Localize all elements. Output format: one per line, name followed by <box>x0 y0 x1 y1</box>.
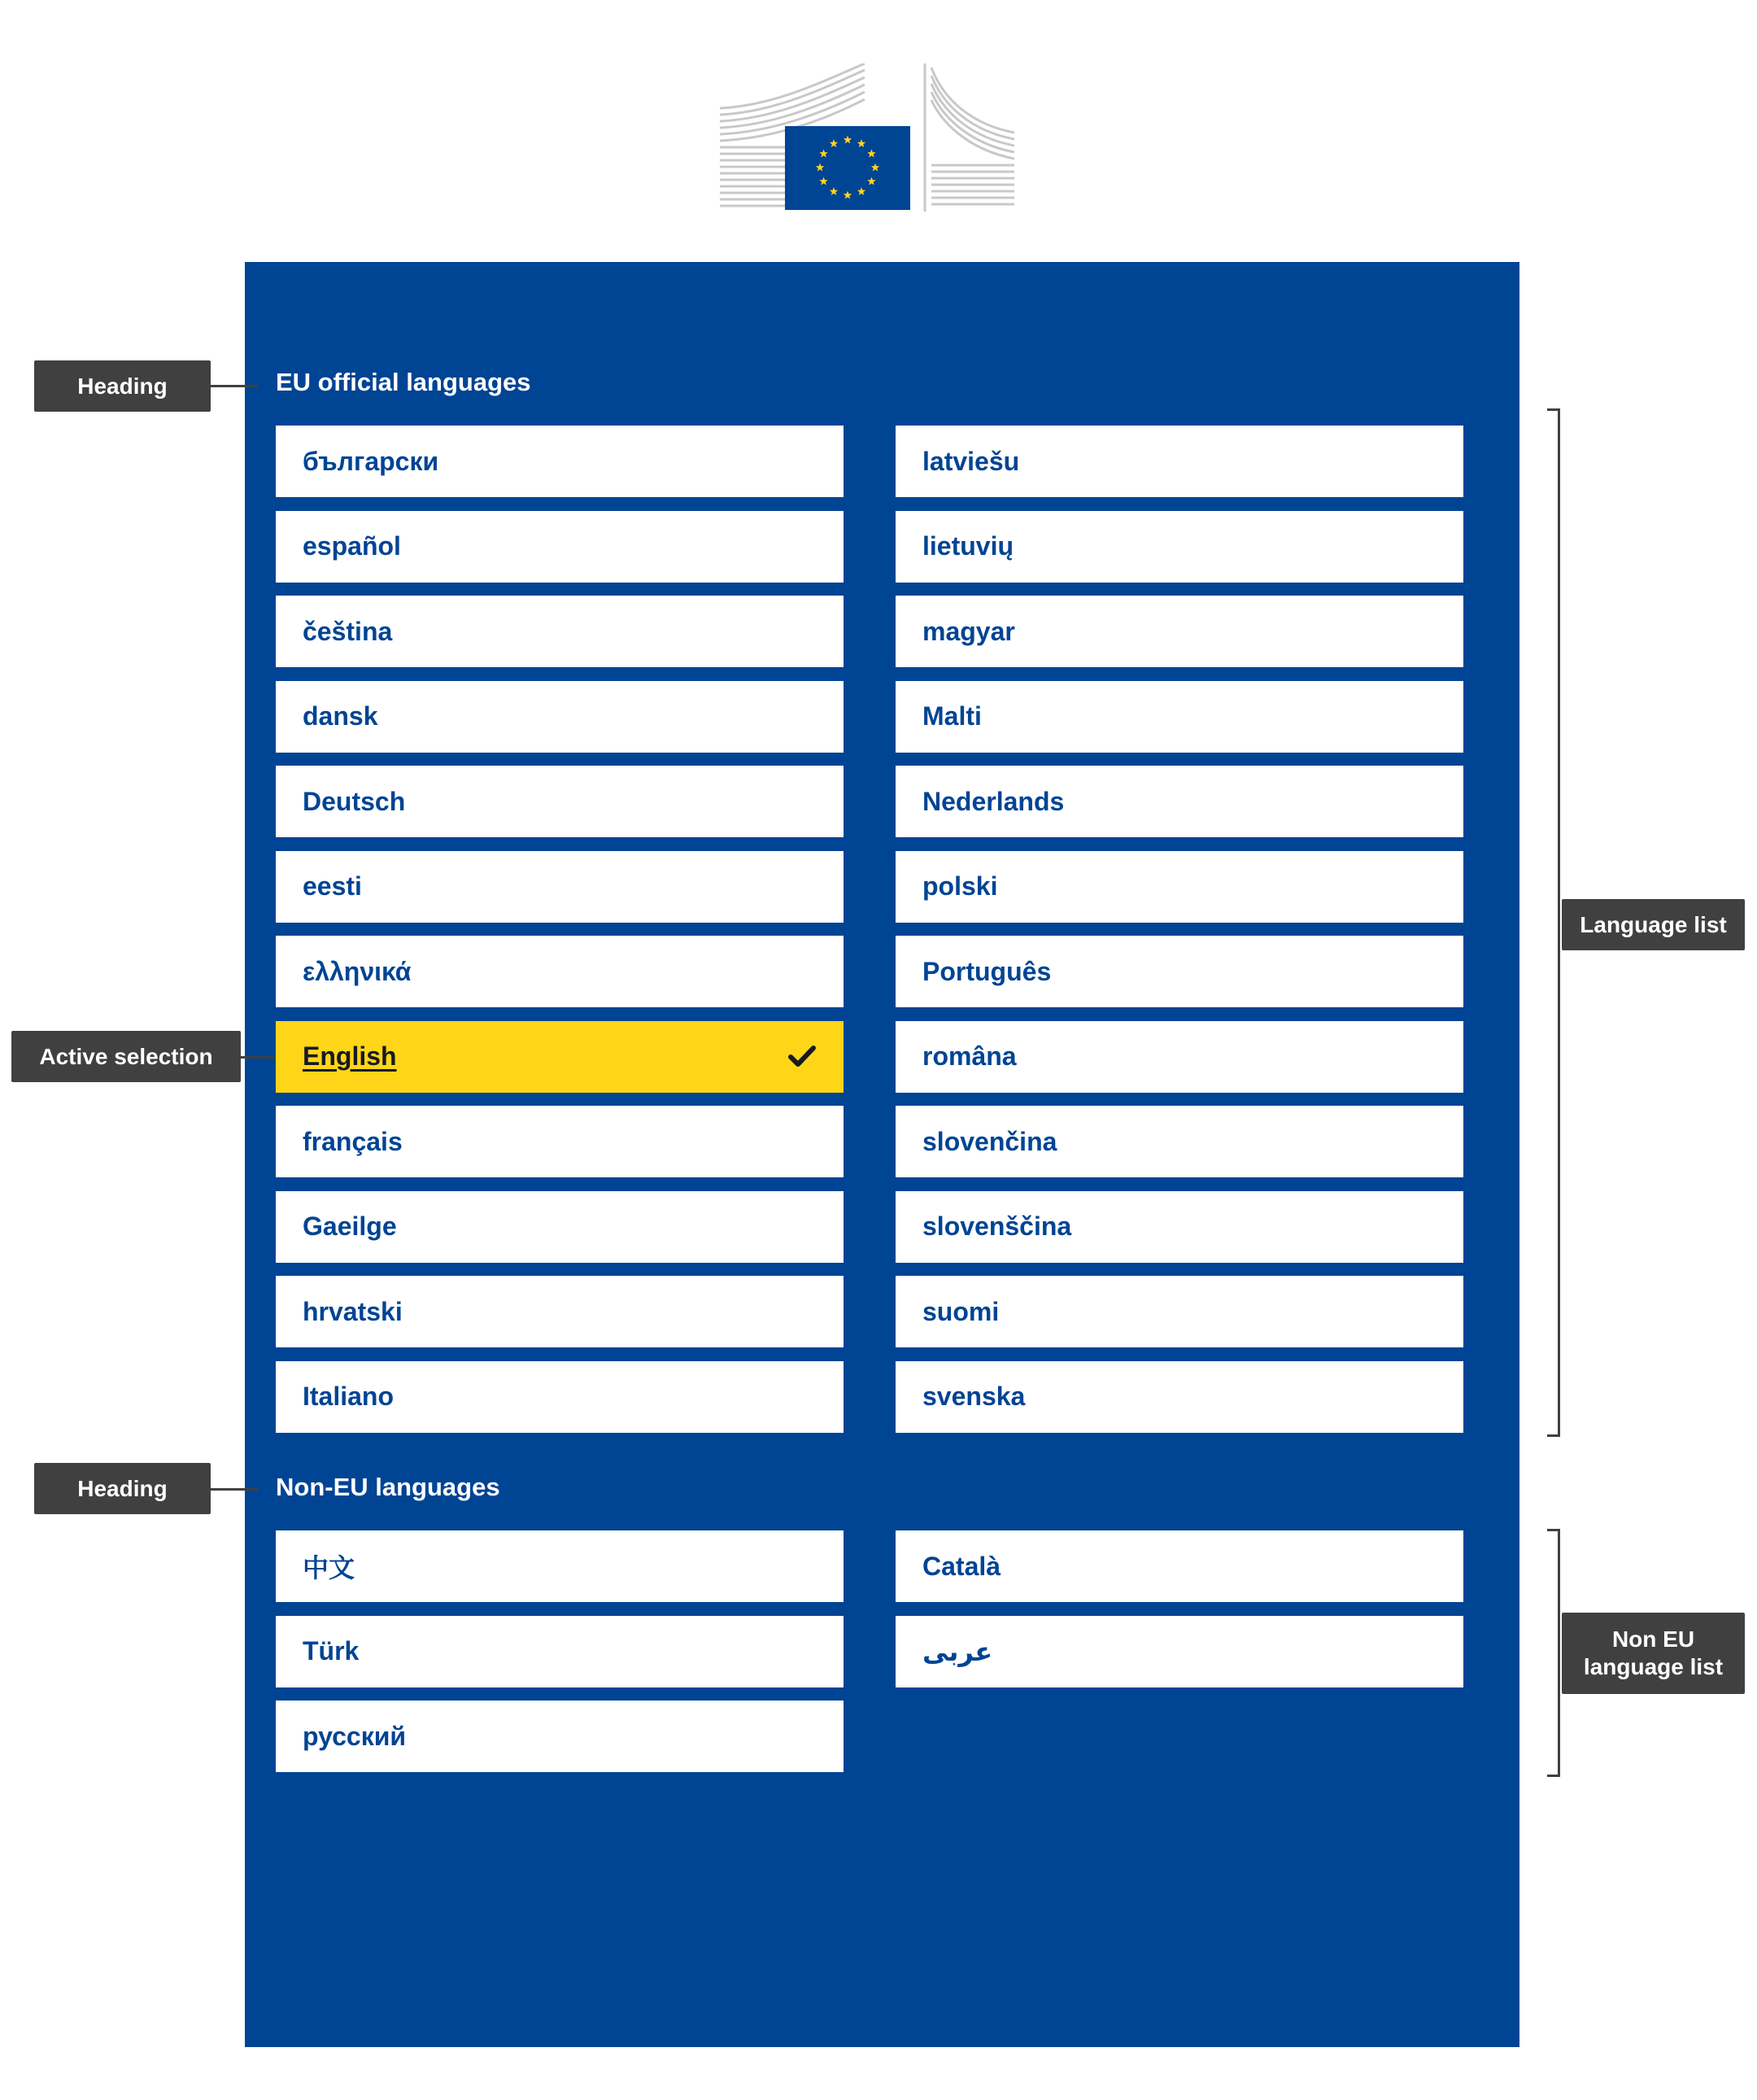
language-option-catala[interactable] <box>896 1530 1463 1602</box>
language-option-hrvatski[interactable] <box>276 1276 844 1347</box>
language-label: 中文 <box>303 1553 355 1583</box>
language-option-deutsch[interactable] <box>276 766 844 837</box>
language-option-latviesu[interactable] <box>896 426 1463 497</box>
annotation-language-list: Language list <box>1562 899 1745 950</box>
language-option-portugues[interactable] <box>896 936 1463 1007</box>
non-eu-list-bracket <box>1547 1529 1560 1777</box>
language-option-polski[interactable] <box>896 851 1463 923</box>
language-option-lang[interactable] <box>276 1530 844 1602</box>
language-option-suomi[interactable] <box>896 1276 1463 1347</box>
language-option-eesti[interactable] <box>276 851 844 923</box>
language-label: ελληνικά <box>303 956 412 986</box>
language-label: lietuvių <box>922 531 1014 561</box>
language-label: English <box>303 1041 397 1071</box>
annotation-non-eu-language-list <box>1562 1613 1745 1694</box>
non-eu-languages-heading: Non-EU languages <box>276 1473 500 1501</box>
language-label: svenska <box>922 1382 1026 1411</box>
language-label: čeština <box>303 616 393 646</box>
annotation-line <box>211 385 258 387</box>
language-label: عربى <box>922 1636 993 1666</box>
language-label: dansk <box>303 701 378 731</box>
language-option-magyar[interactable] <box>896 596 1463 667</box>
language-option-turk[interactable] <box>276 1616 844 1687</box>
language-label: româna <box>922 1041 1017 1071</box>
language-label: eesti <box>303 871 362 901</box>
language-label: Português <box>922 956 1052 986</box>
language-option-lang[interactable] <box>276 936 844 1007</box>
language-label: български <box>303 446 439 476</box>
language-option-cestina[interactable] <box>276 596 844 667</box>
language-option-english[interactable] <box>276 1021 844 1093</box>
annotation-active-selection: Active selection <box>11 1031 241 1082</box>
annotation-heading-eu: Heading <box>34 360 211 412</box>
annotation-non-eu-line2: language list <box>1583 1654 1724 1679</box>
language-option-lang[interactable] <box>896 1616 1463 1687</box>
language-label: Malti <box>922 701 982 731</box>
language-label: Català <box>922 1551 1001 1581</box>
language-label: latviešu <box>922 446 1020 476</box>
european-commission-logo <box>720 63 1014 212</box>
language-option-malti[interactable] <box>896 681 1463 753</box>
language-option-italiano[interactable] <box>276 1361 844 1433</box>
language-label: français <box>303 1126 403 1156</box>
language-label: hrvatski <box>303 1296 403 1326</box>
checkmark-icon <box>788 1044 816 1068</box>
language-option-francais[interactable] <box>276 1106 844 1177</box>
language-option-lietuviu[interactable] <box>896 511 1463 583</box>
annotation-line <box>211 1488 258 1491</box>
language-option-slovencina[interactable] <box>896 1106 1463 1177</box>
language-label: Italiano <box>303 1382 395 1411</box>
language-label: Deutsch <box>303 786 406 816</box>
language-label: Türk <box>303 1636 360 1666</box>
annotation-heading-non-eu: Heading <box>34 1463 211 1514</box>
language-list-bracket <box>1547 408 1560 1437</box>
language-label: Nederlands <box>922 786 1065 816</box>
language-option-dansk[interactable] <box>276 681 844 753</box>
language-option-espanol[interactable] <box>276 511 844 583</box>
annotation-line <box>241 1056 276 1059</box>
language-label: polski <box>922 871 998 901</box>
language-option-svenska[interactable] <box>896 1361 1463 1433</box>
language-label: slovenčina <box>922 1126 1057 1156</box>
language-label: suomi <box>922 1296 1000 1326</box>
language-option-slovenscina[interactable] <box>896 1191 1463 1263</box>
eu-languages-heading: EU official languages <box>276 368 531 396</box>
language-label: magyar <box>922 616 1015 646</box>
language-label: Gaeilge <box>303 1212 397 1241</box>
language-option-gaeilge[interactable] <box>276 1191 844 1263</box>
language-label: español <box>303 531 401 561</box>
language-option-nederlands[interactable] <box>896 766 1463 837</box>
language-label: русский <box>303 1721 407 1751</box>
language-option-lang[interactable] <box>276 426 844 497</box>
language-option-romana[interactable] <box>896 1021 1463 1093</box>
annotation-non-eu-line1: Non EU <box>1611 1626 1695 1652</box>
language-option-lang[interactable] <box>276 1701 844 1772</box>
language-label: slovenščina <box>922 1212 1072 1241</box>
